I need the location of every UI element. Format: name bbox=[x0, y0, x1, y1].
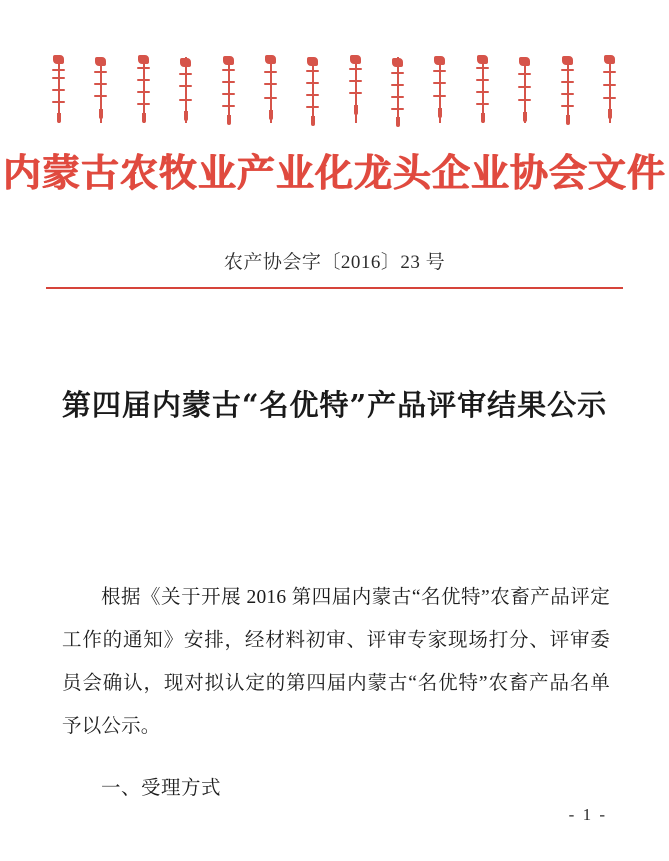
organization-title: 内蒙古农牧业产业化龙头企业协会文件 bbox=[2, 150, 666, 195]
mongolian-glyph-column bbox=[52, 55, 66, 127]
mongolian-glyph-column bbox=[137, 55, 151, 127]
mongolian-glyph-column bbox=[476, 55, 490, 127]
document-number: 农产协会字〔2016〕23 号 bbox=[223, 252, 446, 273]
mongolian-glyph-column bbox=[391, 55, 405, 127]
mongolian-glyph-column bbox=[264, 55, 278, 127]
page-number-footer: - 1 - bbox=[568, 805, 607, 824]
mongolian-script-banner bbox=[52, 55, 617, 127]
body-paragraph: 根据《关于开展 2016 第四届内蒙古“名优特”农畜产品评定工作的通知》安排，经材料初审、评审专家现场打分、评审委员会确认，现对拟认定的第四届内蒙古“名优特”农畜产品名单予以公示。 bbox=[62, 586, 610, 737]
mongolian-glyph-column bbox=[306, 55, 320, 127]
mongolian-glyph-column bbox=[179, 55, 193, 127]
red-divider-rule bbox=[46, 287, 623, 289]
document-body bbox=[62, 556, 610, 830]
mongolian-glyph-column bbox=[349, 55, 363, 127]
mongolian-glyph-column bbox=[94, 55, 108, 127]
mongolian-glyph-column bbox=[433, 55, 447, 127]
mongolian-glyph-column bbox=[222, 55, 236, 127]
mongolian-glyph-column bbox=[518, 55, 532, 127]
mongolian-glyph-column bbox=[561, 55, 575, 127]
section-heading: 一、受理方式 bbox=[101, 778, 222, 799]
mongolian-glyph-column bbox=[603, 55, 617, 127]
document-headline: 第四届内蒙古“名优特”产品评审结果公示 bbox=[61, 388, 608, 422]
